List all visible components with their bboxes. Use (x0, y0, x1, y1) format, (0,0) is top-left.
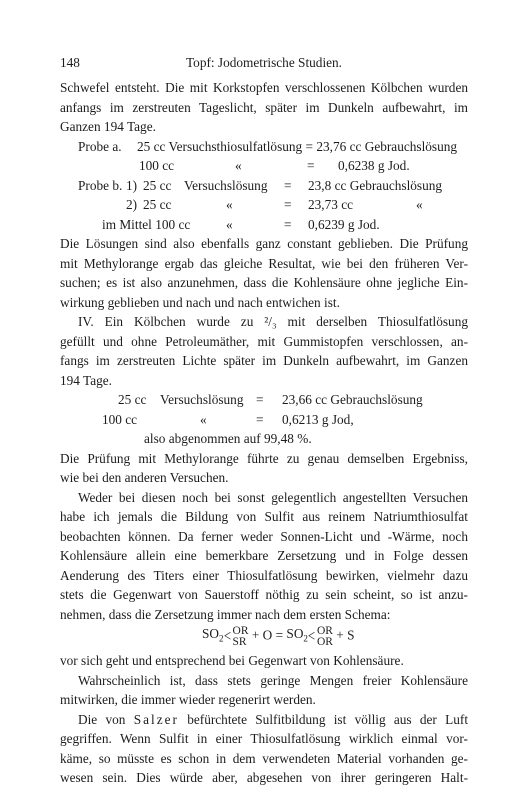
page-header (60, 53, 468, 73)
iv-result-line-1 (60, 390, 468, 410)
probe-b-label: Probe b. (78, 177, 123, 193)
running-title: Topf: Jodometrische Studien. (185, 55, 343, 70)
text-line: Wahrscheinlich ist, dass stets geringe Mengen freier Kohlensäure (78, 672, 468, 688)
text-line: anfangs im zerstreuten Tageslicht, später im Dunkeln aufbewahrt, im (60, 99, 468, 115)
author-name: Salzer (133, 711, 179, 727)
formula-subscript: 2 (219, 633, 224, 644)
text-line: gegriffen. Wenn Sulfit in einer Thiosulfatlösung wirklich einmal vor- (60, 731, 468, 746)
text-line: fangs im zerstreuten Lichte später im Dunkeln aufbewahrt, im Ganzen (60, 353, 468, 368)
bracket-glyph: < (223, 627, 231, 645)
page-number: 148 (60, 55, 80, 70)
equals-sign: = (307, 158, 315, 173)
item-number: 1) (126, 177, 138, 193)
formula-base: SO (286, 626, 304, 641)
formula-content (202, 624, 354, 649)
iodine-value: 0,6213 g Jod, (282, 411, 354, 427)
text-line: nehmen, dass die Zersetzung immer nach dem ersten Schema: (60, 606, 391, 622)
formula-tail: + S (336, 627, 355, 643)
formula-subscript: 2 (303, 633, 308, 644)
solution-label: Versuchslösung (160, 392, 244, 407)
text-line: Die Lösungen sind also ebenfalls ganz constant geblieben. Die Prüfung (60, 236, 468, 251)
formula-bottom: SR (232, 635, 247, 648)
text-line (60, 710, 468, 730)
text-line: habe ich jemals die Bildung von Sulfit aus reinem Natriumthiosulfat (60, 509, 468, 524)
text-line: suchen; es ist also anzunehmen, dass die Kohlensäure ohne jegliche Ein- (60, 275, 468, 290)
formula-operator: + O = (251, 627, 284, 643)
text-line: vor sich geht und entsprechend bei Gegenwart von Kohlensäure. (60, 653, 404, 668)
iv-result-line-3 (60, 429, 468, 449)
equals-sign: = (256, 392, 264, 407)
text-span: befürchtete Sulfitbildung ist völlig aus der Luft (187, 711, 469, 727)
result-value: 23,8 cc Gebrauchslösung (308, 177, 443, 193)
product (286, 624, 308, 649)
text-line: mitwirken, die immer wieder regenerirt werden. (60, 692, 316, 707)
text-line: Aenderung des Titers einer Thiosulfatlösung bewirken, vielmehr dazu (60, 567, 468, 583)
ditto-mark: « (235, 158, 242, 173)
volume-value: 100 cc (139, 158, 175, 173)
text-line: wie bei den anderen Versuchen. (60, 470, 229, 485)
formula-stack (317, 626, 333, 648)
reaction-formula (60, 624, 468, 651)
probe-a-line (60, 137, 468, 157)
item-number: 2) (126, 197, 138, 212)
iodine-value: 0,6239 g Jod. (308, 216, 380, 232)
ditto-mark: « (200, 411, 207, 427)
probe-b-line-1 (60, 176, 468, 196)
volume-value: 25 cc (143, 197, 172, 212)
formula-stack (233, 626, 249, 648)
text-line: Ganzen 194 Tage. (60, 119, 156, 134)
equals-sign: = (284, 177, 292, 193)
formula-top: OR (232, 624, 249, 637)
equals-sign: = (284, 216, 292, 232)
text-line: Die Prüfung mit Methylorange führte zu genau demselben Ergebniss, (60, 450, 468, 466)
probe-a-result (60, 156, 468, 176)
volume-value: 100 cc (102, 411, 138, 427)
equals-sign: = (256, 411, 264, 427)
probe-a-label: Probe a. (78, 138, 122, 154)
formula-base: SO (202, 626, 219, 641)
reactant (202, 624, 224, 649)
probe-a-equation: 25 cc Versuchsthiosulfatlösung = 23,76 cc Gebrauchslösung (137, 138, 458, 154)
probe-b-mean (60, 215, 468, 235)
text-line: Schwefel entsteht. Die mit Korkstopfen verschlossenen Kölbchen wurden (60, 80, 468, 95)
result-value: 23,66 cc Gebrauchslösung (282, 392, 423, 407)
ditto-mark: « (226, 216, 233, 232)
text-line: wirkung geblieben und nach und nach entwichen ist. (60, 294, 340, 310)
text-line: IV. Ein Kölbchen wurde zu ²/₃ mit derselben Thiosulfatlösung (78, 314, 468, 329)
text-line: stets die Gegenwart von Sauerstoff nöthig zu sein scheint, so ist anzu- (60, 587, 468, 602)
text-line: wesen sein. Dies würde aber, abgesehen von ihrer geringeren Halt- (60, 770, 468, 785)
equals-sign: = (284, 197, 292, 212)
volume-value: 25 cc (118, 392, 147, 407)
formula-bottom: OR (316, 635, 333, 648)
volume-value: 25 cc (143, 177, 172, 193)
result-value: 23,73 cc (308, 197, 354, 212)
formula-top: OR (316, 624, 333, 637)
text-line: gefüllt und ohne Petroleumäther, mit Gummistopfen verschlossen, an- (60, 333, 468, 349)
iodine-value: 0,6238 g Jod. (338, 158, 410, 173)
probe-b-line-2 (60, 195, 468, 215)
ditto-mark: « (226, 197, 233, 212)
bracket-glyph: < (307, 627, 316, 645)
text-line: beobachten können. Da ferner weder Sonnen-Licht und -Wärme, noch (60, 528, 468, 544)
mean-volume: im Mittel 100 cc (102, 216, 191, 232)
page-body (60, 78, 468, 788)
text-line: 194 Tage. (60, 372, 112, 388)
text-line: Weder bei diesen noch bei sonst gelegentlich angestellten Versuchen (78, 489, 468, 505)
text-line: mit Methylorange ergab das gleiche Resultat, wie bei den früheren Ver- (60, 255, 468, 271)
iv-result-line-2 (60, 410, 468, 430)
text-line: käme, so müsste es schon in dem verwendeten Material vorhanden ge- (60, 750, 468, 766)
ditto-mark: « (416, 197, 423, 212)
text-line: Kohlensäure allein eine bemerkbare Zersetzung und in Folge dessen (60, 548, 468, 563)
decrease-note: also abgenommen auf 99,48 %. (144, 431, 312, 446)
text-span: Die von (78, 711, 126, 727)
solution-label: Versuchslösung (184, 177, 268, 193)
